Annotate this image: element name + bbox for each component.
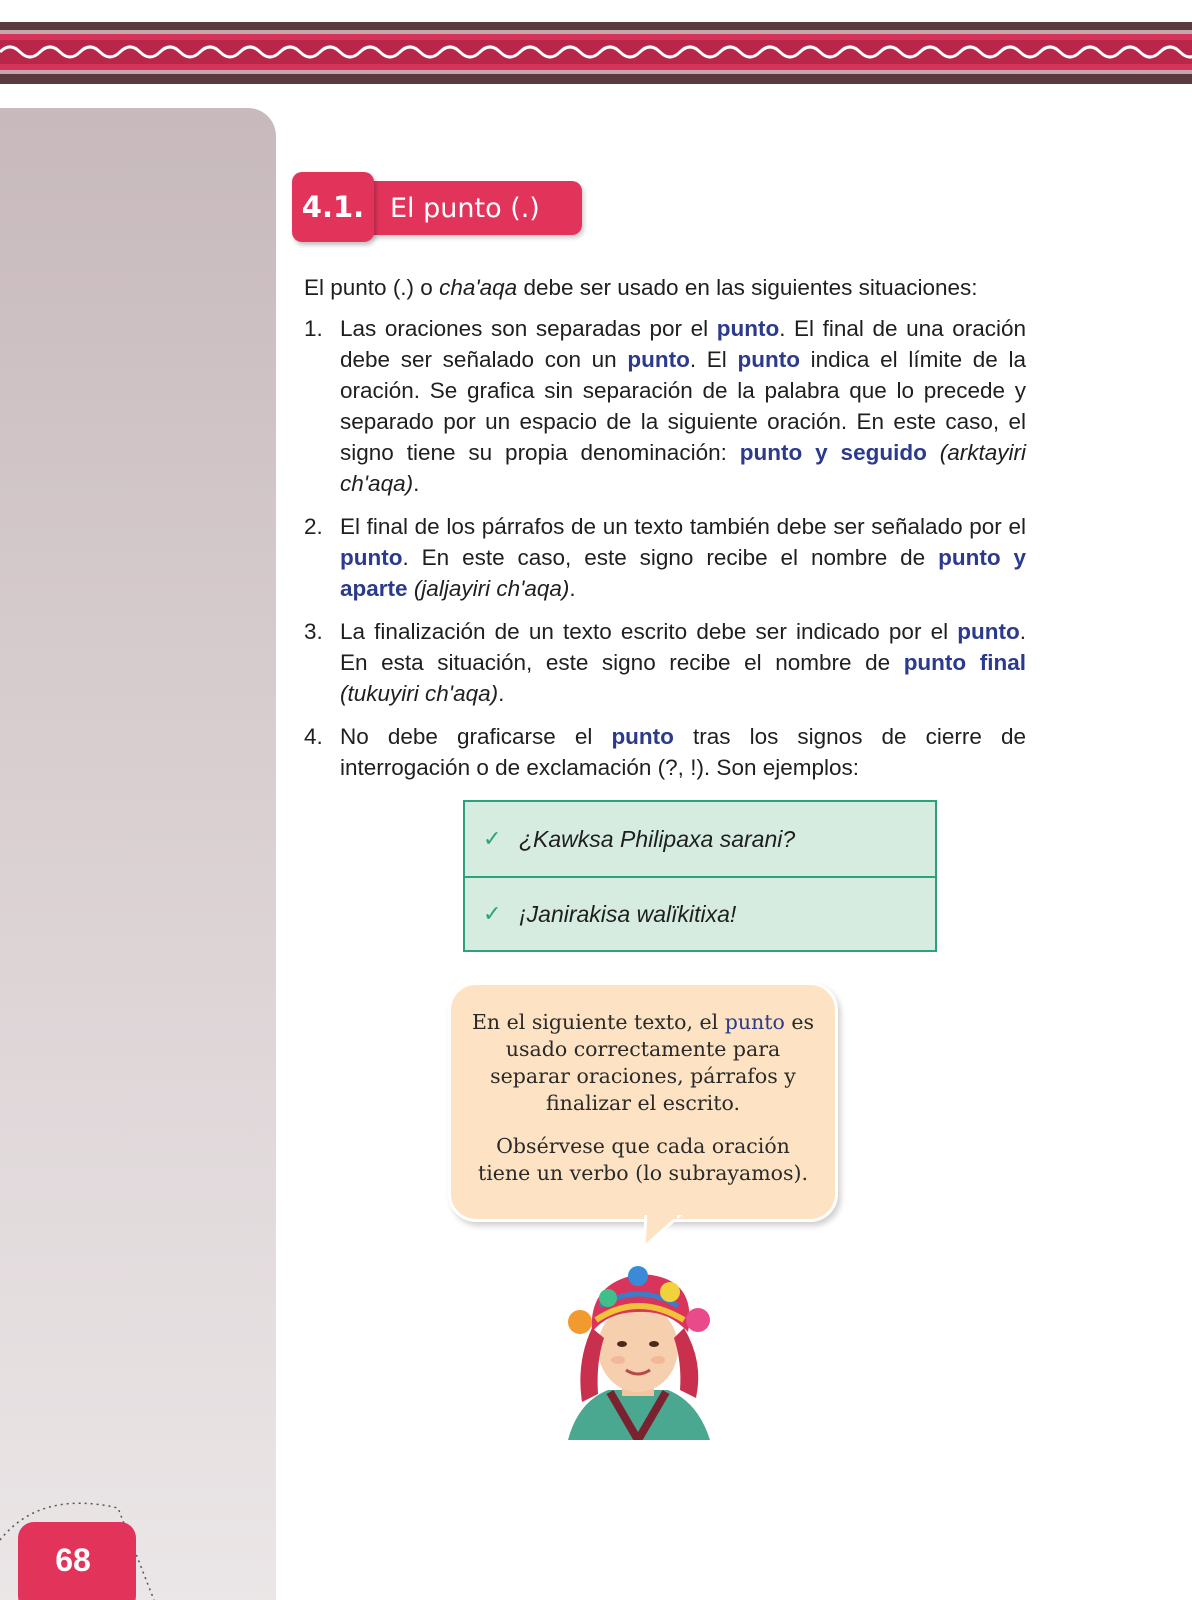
rule-number: 3. — [304, 619, 323, 644]
rule-keyword: punto final — [903, 650, 1026, 675]
rules-list — [304, 313, 1026, 783]
rule-number: 1. — [304, 316, 323, 341]
rule-text: indica el límite de la oración. Se grafica sin separación de la palabra que lo precede y separado por un espacio de la siguiente oración. En este caso, el signo tiene su propia denominación: — [340, 347, 1027, 465]
intro-text: El punto (.) o — [304, 275, 440, 300]
speech-bubble-tail — [644, 1215, 684, 1249]
bubble-text: es usado correctamente para separar oraciones, párrafos y finalizar el escrito. — [490, 1010, 815, 1115]
rule-text: . En este caso, este signo recibe el nombre de — [402, 545, 939, 570]
rule-text: Las oraciones son separadas por el — [340, 316, 717, 341]
speech-bubble-body — [448, 982, 838, 1222]
rule-keyword: punto — [340, 545, 403, 570]
child-portrait-illustration — [548, 1262, 728, 1440]
rule-aymara-term: (jaljayiri ch'aqa) — [413, 576, 570, 601]
rule-text: . — [498, 681, 505, 706]
intro-term: cha'aqa — [439, 275, 518, 300]
left-side-panel — [0, 108, 276, 1600]
rule-keyword: punto — [737, 347, 800, 372]
rule-item-4 — [304, 721, 1026, 783]
rule-number: 4. — [304, 724, 323, 749]
rule-item-3 — [304, 616, 1026, 709]
rule-item-2 — [304, 511, 1026, 604]
rule-keyword: punto — [716, 316, 780, 341]
examples-box — [463, 800, 937, 952]
rule-text: . — [569, 576, 576, 601]
example-text: ¿Kawksa Philipaxa sarani? — [519, 825, 796, 852]
intro-paragraph — [304, 272, 1026, 303]
rule-keyword: punto y seguido — [739, 440, 927, 465]
main-content — [304, 272, 1026, 795]
intro-text-end: debe ser usado en las siguientes situaciones: — [517, 275, 978, 300]
checkmark-icon: ✓ — [483, 901, 502, 926]
example-row — [465, 876, 935, 950]
rule-text: . — [413, 471, 420, 496]
rule-text: . El final de una oración debe ser señalado con un — [340, 316, 1026, 372]
bubble-paragraph-2: Obsérvese que cada oración tiene un verbo (lo subrayamos). — [477, 1134, 809, 1185]
rule-number: 2. — [304, 514, 323, 539]
page-number: 68 — [55, 1542, 91, 1578]
speech-bubble — [448, 982, 838, 1252]
rule-text: El final de los párrafos de un texto también debe ser señalado por el — [340, 514, 1026, 539]
rule-text: tras los signos de cierre de interrogación o de exclamación (?, !). Son ejemplos: — [340, 724, 1026, 780]
rule-keyword: punto — [611, 724, 674, 749]
rule-text: . El — [689, 347, 738, 372]
checkmark-icon: ✓ — [483, 826, 502, 851]
bubble-keyword: punto — [724, 1010, 785, 1034]
section-number-badge — [292, 172, 374, 242]
rule-keyword: punto y aparte — [340, 545, 1026, 601]
top-decorative-band — [0, 22, 1192, 84]
rule-item-1 — [304, 313, 1026, 499]
rule-keyword: punto — [627, 347, 690, 372]
rule-keyword: punto — [957, 619, 1020, 644]
rule-text: . En esta situación, este signo recibe el nombre de — [340, 619, 1026, 675]
bubble-text: En el siguiente texto, el — [471, 1010, 725, 1034]
rule-text: La finalización de un texto escrito debe ser indicado por el — [340, 619, 958, 644]
section-title: El punto (.) — [390, 192, 540, 224]
example-row — [465, 802, 935, 876]
rule-aymara-term: (tukuyiri ch'aqa) — [340, 681, 499, 706]
section-title-bar — [352, 181, 582, 235]
page-number-badge — [18, 1522, 136, 1600]
rule-aymara-term: (arktayiri ch'aqa) — [340, 440, 1026, 496]
section-number: 4.1. — [301, 190, 365, 224]
rule-text: No debe graficarse el — [340, 724, 612, 749]
bubble-paragraph-1 — [471, 1009, 815, 1117]
example-text: ¡Janirakisa walïkitixa! — [519, 900, 737, 927]
